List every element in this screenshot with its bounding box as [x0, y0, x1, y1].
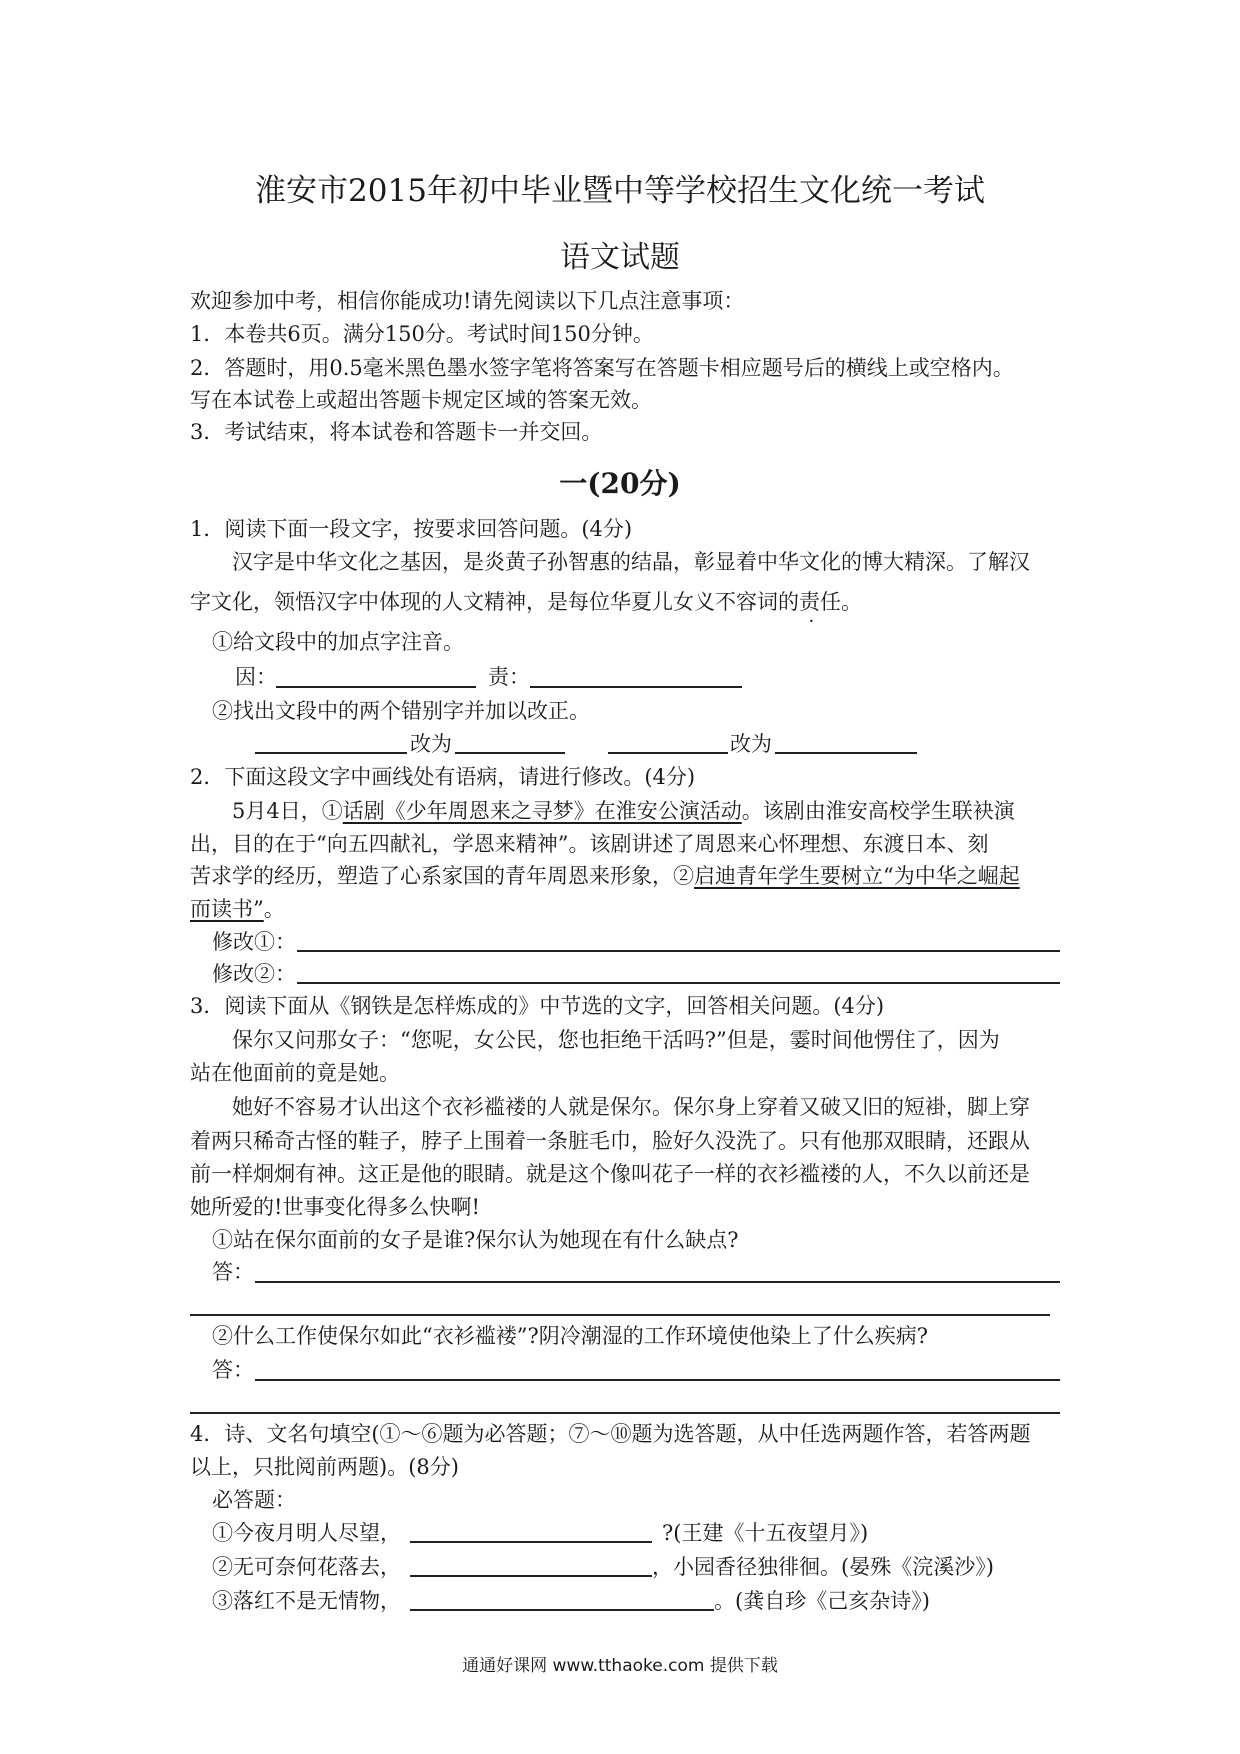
q1-label-ze: 责： — [488, 665, 530, 689]
dotted-char: 责 — [799, 590, 820, 614]
q3-answer-2-line-2[interactable] — [190, 1412, 1060, 1414]
q2-fix-2-label: 修改②： — [212, 962, 296, 986]
q1-typo-1-correct[interactable] — [455, 752, 565, 754]
notice-intro: 欢迎参加中考，相信你能成功!请先阅读以下几点注意事项： — [190, 289, 745, 313]
q2-stem: 2．下面这段文字中画线处有语病，请进行修改。(4分) — [190, 765, 696, 789]
notice-item-1: 1．本卷共6页。满分150分。考试时间150分钟。 — [190, 322, 654, 346]
exam-subtitle: 语文试题 — [560, 240, 680, 275]
notice-item-2-cont: 写在本试卷上或超出答题卡规定区域的答案无效。 — [190, 388, 652, 412]
q4-required-label: 必答题： — [212, 1488, 296, 1512]
q1-change-to-1: 改为 — [410, 732, 452, 756]
notice-item-3: 3．考试结束，将本试卷和答题卡一并交回。 — [190, 420, 603, 444]
q2-fix-2-answer[interactable] — [297, 982, 1060, 984]
q3-answer-1-label: 答： — [212, 1260, 254, 1284]
q3-p2-line-2: 着两只稀奇古怪的鞋子，脖子上围着一条脏毛巾，脸好久没洗了。只有他那双眼睛，还跟从 — [190, 1129, 1030, 1153]
q3-answer-1-line-1[interactable] — [255, 1281, 1060, 1283]
q3-answer-1-line-2[interactable] — [190, 1314, 1050, 1316]
q3-p1-line-1: 保尔又问那女子：“您呢，女公民，您也拒绝干活吗?”但是，霎时间他愣住了，因为 — [232, 1028, 1000, 1052]
q1-stem: 1．阅读下面一段文字，按要求回答问题。(4分) — [190, 517, 633, 541]
exam-title: 淮安市2015年初中毕业暨中等学校招生文化统一考试 — [255, 173, 985, 209]
q4-line-1-pre: ①今夜月明人尽望， — [212, 1521, 401, 1545]
q4-line-2-post: ，小园香径独徘徊。(晏殊《浣溪沙》) — [652, 1555, 994, 1579]
q4-line-1-blank[interactable] — [410, 1541, 652, 1543]
q1-sub-2: ②找出文段中的两个错别字并加以改正。 — [212, 699, 590, 723]
footer-source: 通通好课网 www.tthaoke.com 提供下载 — [462, 1656, 778, 1676]
notice-item-2: 2．答题时，用0.5毫米黑色墨水签字笔将答案写在答题卡相应题号后的横线上或空格内。 — [190, 356, 1014, 380]
q1-para-line-2: 字文化，领悟汉字中体现的人文精神，是每位华夏儿女义不容词的责任。 — [190, 590, 862, 614]
q3-sub-1: ①站在保尔面前的女子是谁?保尔认为她现在有什么缺点? — [212, 1228, 739, 1252]
q3-p2-line-1: 她好不容易才认出这个衣衫褴褛的人就是保尔。保尔身上穿着又破又旧的短褂，脚上穿 — [232, 1095, 1030, 1119]
q3-p2-line-4: 她所爱的!世事变化得多么快啊! — [190, 1195, 480, 1219]
q4-stem-line-2: 以上，只批阅前两题)。(8分) — [190, 1455, 459, 1479]
q2-fix-1-label: 修改①： — [212, 930, 296, 954]
q1-typo-1-wrong[interactable] — [255, 752, 407, 754]
q2-line-2: 出，目的在于“向五四献礼，学恩来精神”。该剧讲述了周恩来心怀理想、东渡日本、刻 — [190, 832, 989, 856]
q2-line-4: 而读书”。 — [190, 897, 285, 921]
q4-line-3-blank[interactable] — [410, 1609, 714, 1611]
q1-para-line-1: 汉字是中华文化之基因，是炎黄子孙智惠的结晶，彰显着中华文化的博大精深。了解汉 — [232, 550, 1030, 574]
q2-underline-1: 话剧《少年周恩来之寻梦》在淮安公演活动 — [342, 799, 742, 823]
q3-answer-2-label: 答： — [212, 1358, 254, 1382]
q3-stem: 3．阅读下面从《钢铁是怎样炼成的》中节选的文字，回答相关问题。(4分) — [190, 994, 885, 1018]
q1-sub-1: ①给文段中的加点字注音。 — [212, 630, 464, 654]
q4-line-1-post: ?(王建《十五夜望月》) — [662, 1521, 869, 1545]
q4-stem-line-1: 4．诗、文名句填空(①～⑥题为必答题；⑦～⑩题为选答题，从中任选两题作答，若答两题 — [190, 1422, 1031, 1446]
q1-typo-2-correct[interactable] — [775, 752, 917, 754]
q4-line-3-pre: ③落红不是无情物， — [212, 1589, 401, 1613]
q4-line-2-pre: ②无可奈何花落去， — [212, 1555, 401, 1579]
q1-typo-2-wrong[interactable] — [608, 752, 728, 754]
q2-underline-2: 启迪青年学生要树立“为中华之崛起 — [694, 864, 1020, 888]
section-one-heading: 一(20分) — [559, 467, 681, 500]
q3-sub-2: ②什么工作使保尔如此“衣衫褴褛”?阴冷潮湿的工作环境使他染上了什么疾病? — [212, 1324, 928, 1348]
q2-line-1: 5月4日，①话剧《少年周恩来之寻梦》在淮安公演活动。该剧由淮安高校学生联袂演 — [232, 799, 1015, 823]
q1-answer-yin[interactable] — [276, 686, 476, 688]
q4-line-3-post: 。(龚自珍《己亥杂诗》) — [714, 1589, 930, 1613]
q1-answer-ze[interactable] — [530, 686, 742, 688]
q1-label-yin: 因： — [235, 665, 277, 689]
q3-answer-2-line-1[interactable] — [255, 1379, 1060, 1381]
q2-fix-1-answer[interactable] — [297, 950, 1060, 952]
q2-line-3: 苦求学的经历，塑造了心系家国的青年周恩来形象，②启迪青年学生要树立“为中华之崛起 — [190, 864, 1020, 888]
q1-change-to-2: 改为 — [730, 732, 772, 756]
q3-p2-line-3: 前一样炯炯有神。这正是他的眼睛。就是这个像叫花子一样的衣衫褴褛的人，不久以前还是 — [190, 1162, 1030, 1186]
q4-line-2-blank[interactable] — [410, 1575, 652, 1577]
q3-p1-line-2: 站在他面前的竟是她。 — [190, 1061, 400, 1085]
